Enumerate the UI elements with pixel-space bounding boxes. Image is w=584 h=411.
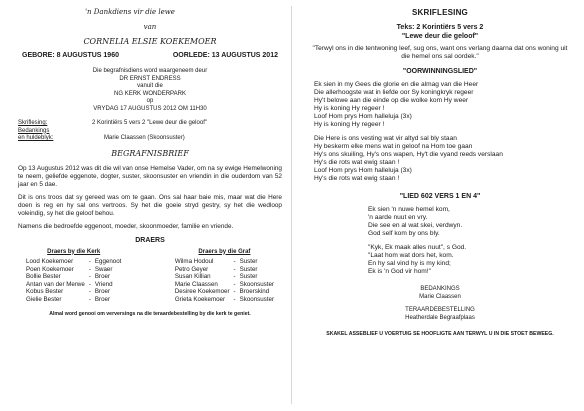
bearer-name: Gielie Bester: [26, 295, 62, 303]
song2-title: "LIED 602 VERS 1 EN 4": [399, 193, 481, 200]
lyric-line: Hy beskerm elke mens wat in geloof na Hom toe gaan: [314, 143, 473, 150]
dash: -: [233, 265, 236, 273]
bearer-name: Petro Geyer: [174, 265, 209, 273]
lyric-line: Hy is koning Hy regeer !: [314, 105, 385, 112]
funeral-letter-title: BEGRAFNISBRIEF: [111, 148, 189, 158]
program-row: [18, 135, 282, 143]
thanks-title: BEDANKINGS: [420, 286, 460, 292]
service-line: vanuit die: [137, 83, 163, 89]
church-bearers-table: [24, 258, 123, 304]
bearer-relation: Skoonsuster: [239, 280, 274, 288]
grave-bearers-title: Draers by die Graf: [198, 248, 251, 255]
program-value: 2 Korintiërs 5 vers 2 "Lewe deur die geloof": [92, 120, 207, 126]
dash: -: [233, 288, 236, 296]
bearer-name: Lood Koekemoer: [26, 258, 74, 265]
thanks-name: Marie Claassen: [419, 293, 461, 300]
lyric-line: God self kom by ons bly.: [368, 230, 440, 237]
program-row: [18, 120, 282, 128]
table-row: [24, 296, 123, 304]
service-line: Die begrafnisdiens word waargeneem deur: [92, 68, 208, 74]
lyric-line: Ek sien 'n nuwe hemel kom,: [368, 206, 450, 213]
reading-reference: Teks: 2 Korintiërs 5 vers 2: [396, 24, 484, 31]
bearer-relation: Suster: [239, 273, 258, 281]
table-row: [173, 296, 276, 304]
bearer-name: Marie Claassen: [174, 280, 218, 288]
grave-bearers-table: [173, 258, 276, 304]
program-value: Marie Claassen (Skoonsuster): [104, 135, 185, 141]
dash: -: [233, 280, 236, 288]
dash: -: [233, 258, 236, 265]
table-row: [173, 266, 276, 274]
bearer-relation: Suster: [239, 265, 258, 273]
song1-title: "OORWINNINGSLIED": [402, 68, 478, 75]
church-bearers: [24, 249, 123, 304]
left-footer: Almal word genooi om verversings na die teraardebestelling by die kerk te geniet.: [49, 310, 251, 317]
lyric-line: Ek sien in my Gees die glorie en die almag van die Heer: [314, 81, 479, 88]
dash: -: [88, 273, 91, 281]
song1-lyrics: [306, 81, 574, 183]
lyric-line: Loof Hom prys Hom halleluja (3x): [314, 113, 412, 120]
table-row: [173, 258, 276, 266]
lyric-line: Die allerhoogste wat in liefde oor Sy koningkryk regeer: [314, 89, 474, 96]
header-of: van: [143, 23, 157, 31]
birth-date: GEBORE: 8 AUGUSTUS 1960: [22, 52, 119, 59]
table-row: [24, 266, 123, 274]
table-row: [24, 273, 123, 281]
service-line: DR ERNST ENDRESS: [119, 75, 181, 82]
bearer-name: Grieta Koekemoer: [174, 295, 226, 303]
dash: -: [88, 265, 91, 273]
bearer-name: Poen Koekemoer: [26, 265, 74, 273]
table-row: [24, 258, 123, 266]
bearer-relation: Vriend: [94, 280, 113, 288]
bearer-relation: Eggenoot: [94, 258, 122, 265]
bearer-name: Susan Killian: [174, 273, 211, 281]
letter-paragraph: Namens die bedroefde eggenoot, moeder, skoonmoeder, familie en vriende.: [18, 222, 234, 230]
letter-paragraph: Dit is ons troos dat sy gereed was om te gaan. Ons sal haar baie mis, maar wat die Here doen is reg en hy sal ons vertroos. Sy het die goeie stryd gestry, sy het die wedloop voleindig, sy het die geloof behou.: [18, 193, 282, 217]
lyric-line: Ek is 'n God vir hom!": [368, 268, 431, 275]
bearer-relation: Suster: [239, 258, 258, 265]
grave-bearers: [173, 249, 276, 304]
lyric-line: Hy's die rots wat ewig staan !: [314, 159, 400, 166]
bearer-relation: Skoonsuster: [239, 295, 274, 303]
table-row: [173, 273, 276, 281]
burial-title: TERAARDEBESTELLING: [405, 307, 475, 313]
lyric-line: En hy sal vind hy is my kind;: [368, 260, 451, 267]
dash: -: [88, 280, 91, 288]
program-label: en huldeblyk:: [18, 135, 54, 141]
service-line: VRYDAG 17 AUGUSTUS 2012 OM 11H30: [93, 105, 207, 112]
lyric-line: "Kyk, Ek maak alles nuut", s God.: [368, 244, 467, 251]
bearer-relation: Broer: [94, 288, 111, 296]
church-bearers-title: Draers by die Kerk: [47, 248, 101, 255]
bearer-name: Wilma Hodoul: [174, 258, 214, 265]
bearer-relation: Swaer: [94, 265, 113, 273]
table-row: [173, 281, 276, 289]
song2-lyrics: [306, 206, 574, 276]
program-label: Skriflesing:: [18, 120, 48, 126]
bearer-name: Bollie Bester: [26, 273, 61, 281]
reading-text: "Terwyl ons in die tentwoning leef, sug ons, want ons verlang daarna dat ons woning uit die hemel ons sal oordek.": [312, 45, 568, 60]
service-line: op: [146, 98, 154, 104]
bearer-relation: Broer: [94, 273, 111, 281]
program: [18, 120, 282, 143]
header-title: 'n Dankdiens vir die lewe: [85, 8, 175, 16]
table-row: [24, 288, 123, 296]
lyric-line: Hy't belowe aan die einde op die wolke kom Hy weer: [314, 97, 469, 104]
service-info: [18, 68, 282, 113]
lyric-line: Hy's ons skuiling, Hy's ons wapen, Hy't die vyand reeds verslaan: [314, 151, 503, 158]
bearers: [18, 249, 282, 304]
bearer-name: Antan van der Merwe: [26, 280, 85, 288]
lyric-line: Die Here is ons vesting wat vir altyd sal bly staan: [314, 135, 457, 142]
reading-title: SKRIFLESING: [412, 8, 468, 17]
bearer-relation: Broer: [94, 295, 111, 303]
dash: -: [88, 288, 91, 296]
right-footer: SKAKEL ASSEBLIEF U VOERTUIG SE HOOFLIGTE AAN TERWYL U IN DIE STOET BEWEEG.: [326, 331, 554, 337]
program-label: Bedankings: [18, 127, 50, 134]
letter-paragraph: Op 13 Augustus 2012 was dit die wil van onse Hemelse Vader, om na sy ewige Hemelwoning te neem, geliefde eggenote, dogter, suster, skoonsuster en vriendin in die ouderdom van 52 jaar en 5 dae.: [18, 164, 282, 188]
lyric-line: Hy's die rots wat ewig staan !: [314, 175, 400, 182]
dash: -: [233, 273, 236, 281]
lyric-line: "Laat hom wat dors het, kom.: [368, 252, 454, 259]
table-row: [24, 281, 123, 289]
draers-title: DRAERS: [135, 236, 165, 244]
dates-row: [18, 51, 282, 60]
bearer-name: Desiree Koekemoer: [174, 288, 230, 296]
burial-place: Heatherdale Begraafplaas: [405, 314, 475, 321]
right-page: [292, 0, 584, 411]
reading-subtitle: "Lewe deur die geloof": [401, 33, 479, 40]
dash: -: [88, 295, 91, 303]
deceased-name: CORNELIA ELSIE KOEKEMOER: [83, 37, 217, 46]
lyric-line: Loof Hom prys Hom halleluja (3x): [314, 167, 412, 174]
lyric-line: Die see en al wat skei, verdwyn.: [368, 222, 463, 229]
bearer-name: Kobus Bester: [26, 288, 64, 296]
bearer-relation: Broerskind: [239, 288, 270, 296]
dash: -: [88, 258, 91, 265]
service-line: NG KERK WONDERPARK: [114, 90, 186, 97]
program-row: [18, 128, 282, 136]
dash: -: [233, 295, 236, 303]
table-row: [173, 288, 276, 296]
lyric-line: Hy is koning Hy regeer !: [314, 121, 385, 128]
death-date: OORLEDE: 13 AUGUSTUS 2012: [172, 52, 278, 59]
lyric-line: 'n aarde nuut en vry.: [368, 214, 428, 221]
